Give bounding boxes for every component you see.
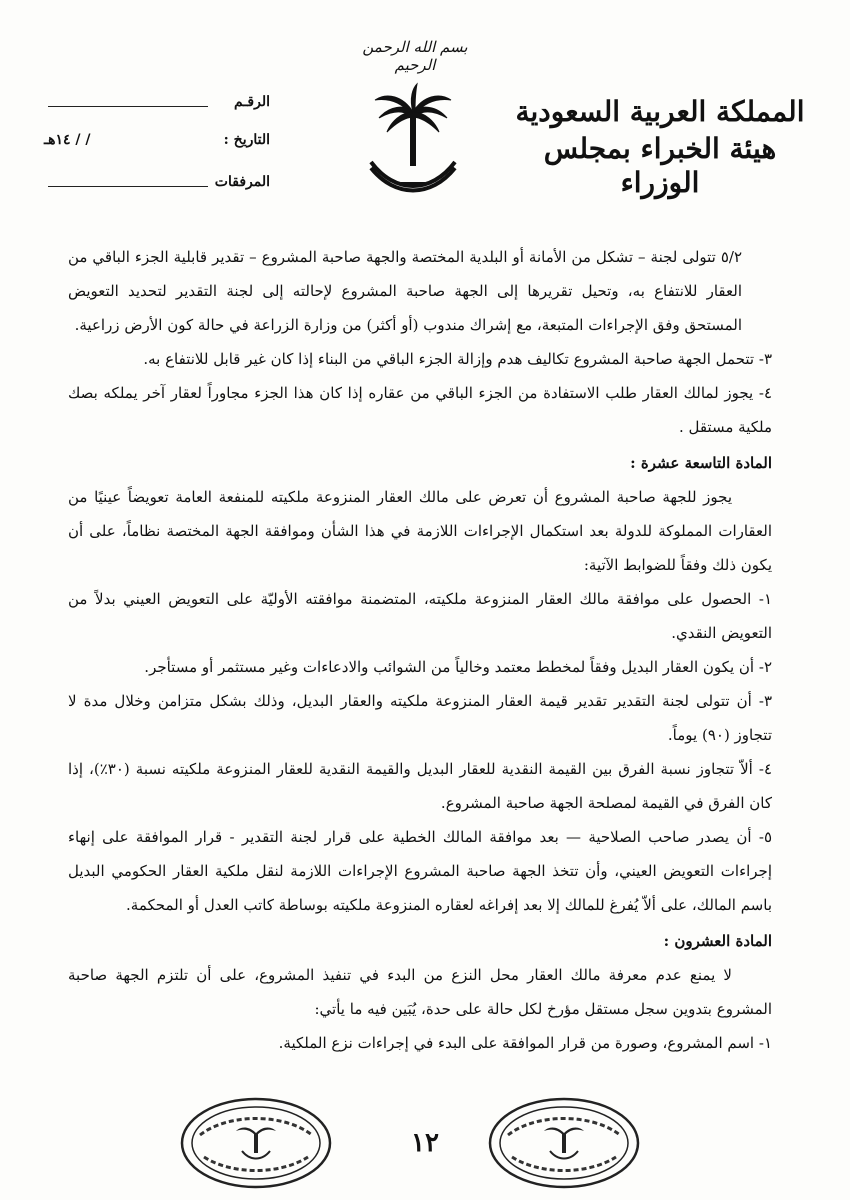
- attachments-field: [40, 172, 270, 198]
- article-19-item-1: ١- الحصول على موافقة مالك العقار المنزوعة ملكيته، المتضمنة موافقته الأوليّة على التعويض العيني بدلاً من التعويض النقدي.: [68, 590, 772, 642]
- attachments-line: [48, 186, 208, 187]
- article-19-item-5: ٥- أن يصدر صاحب الصلاحية — بعد موافقة المالك الخطية على قرار لجنة التقدير - قرار الموافقة على إنهاء إجراءات التعويض العيني، وأن تتخذ الجهة صاحبة المشروع الإجراءات اللازمة لنقل ملكية العقار الحكومي البديل باسم المالك، على ألاّ يُفرغ للمالك إلا بعد إفراغه لعقاره المنزوعة ملكيته بوساطة كاتب العدل أو المحكمة.: [68, 828, 772, 914]
- article-19-intro: يجوز للجهة صاحبة المشروع أن تعرض على مالك العقار المنزوعة ملكيته للمنفعة العامة تعويضاً عينيًا من العقارات المملوكة للدولة بعد استكمال الإجراءات اللازمة في هذا الشأن وموافقة الجهة المختصة نظاماً، على أن يكون ذلك وفقاً للضوابط الآتية:: [68, 488, 772, 574]
- document-body: [68, 240, 772, 1060]
- date-label: التاريخ :: [223, 132, 270, 148]
- official-stamp-icon: [486, 1095, 642, 1191]
- clause-5-2: ٥/٢ تتولى لجنة – تشكل من الأمانة أو البلدية المختصة والجهة صاحبة المشروع – تقدير قابلية الجزء الباقي من العقار للانتفاع به، وتحيل تقريرها إلى الجهة صاحبة المشروع لإحالته إلى لجنة التقدير لتحديد التعويض المستحق وفق الإجراءات المتبعة، مع إشراك مندوب (أو أكثر) من وزارة الزراعة في حالة كون الأرض زراعية.: [68, 248, 742, 334]
- attachments-label: المرفقات: [214, 174, 270, 190]
- article-19-heading: المادة التاسعة عشرة :: [630, 454, 772, 472]
- kingdom-title: المملكة العربية السعودية: [515, 95, 805, 128]
- article-20-item-1: ١- اسم المشروع، وصورة من قرار الموافقة على البدء في إجراءات نزع الملكية.: [278, 1034, 772, 1052]
- clause-3: ٣- تتحمل الجهة صاحبة المشروع تكاليف هدم وإزالة الجزء الباقي من البناء إذا كان غير قابل للانتفاع به.: [143, 350, 772, 368]
- reference-field: [40, 92, 270, 118]
- article-19-item-4: ٤- ألاّ تتجاوز نسبة الفرق بين القيمة النقدية للعقار البديل والقيمة النقدية للعقار المنزوعة ملكيته نسبة (٣٠٪)، إذا كان الفرق في القيمة لمصلحة الجهة صاحبة المشروع.: [68, 760, 772, 812]
- article-19-item-2: ٢- أن يكون العقار البديل وفقاً لمخطط معتمد وخالياً من الشوائب والادعاءات وغير مستثمر أو مستأجر.: [144, 658, 772, 676]
- article-20-heading: المادة العشرون :: [663, 932, 772, 950]
- agency-title: هيئة الخبراء بمجلس الوزراء: [543, 132, 777, 199]
- reference-line: [48, 106, 208, 107]
- clause-4: ٤- يجوز لمالك العقار طلب الاستفادة من الجزء الباقي من عقاره إذا كان هذا الجزء مجاوراً لعقار آخر يملكه بصك ملكية مستقل .: [68, 384, 772, 436]
- article-20-intro: لا يمنع عدم معرفة مالك العقار محل النزع من البدء في تنفيذ المشروع، على أن تلتزم الجهة صاحبة المشروع بتدوين سجل مستقل مؤرخ لكل حالة على حدة، يُبَين فيه ما يأتي:: [68, 966, 772, 1018]
- article-19-item-3: ٣- أن تتولى لجنة التقدير تقدير قيمة العقار المنزوعة ملكيته والعقار البديل، وذلك بشكل متزامن وخلال مدة لا تتجاوز (٩٠) يوماً.: [68, 692, 772, 744]
- basmala: بسم الله الرحمن الرحيم: [362, 38, 468, 74]
- date-value: / / ١٤هـ: [44, 132, 91, 148]
- page-number: ١٢: [411, 1128, 439, 1158]
- date-field: [40, 130, 270, 156]
- reference-label: الرقـم: [234, 94, 270, 110]
- palm-swords-emblem-icon: [365, 82, 461, 202]
- official-stamp-icon: [178, 1095, 334, 1191]
